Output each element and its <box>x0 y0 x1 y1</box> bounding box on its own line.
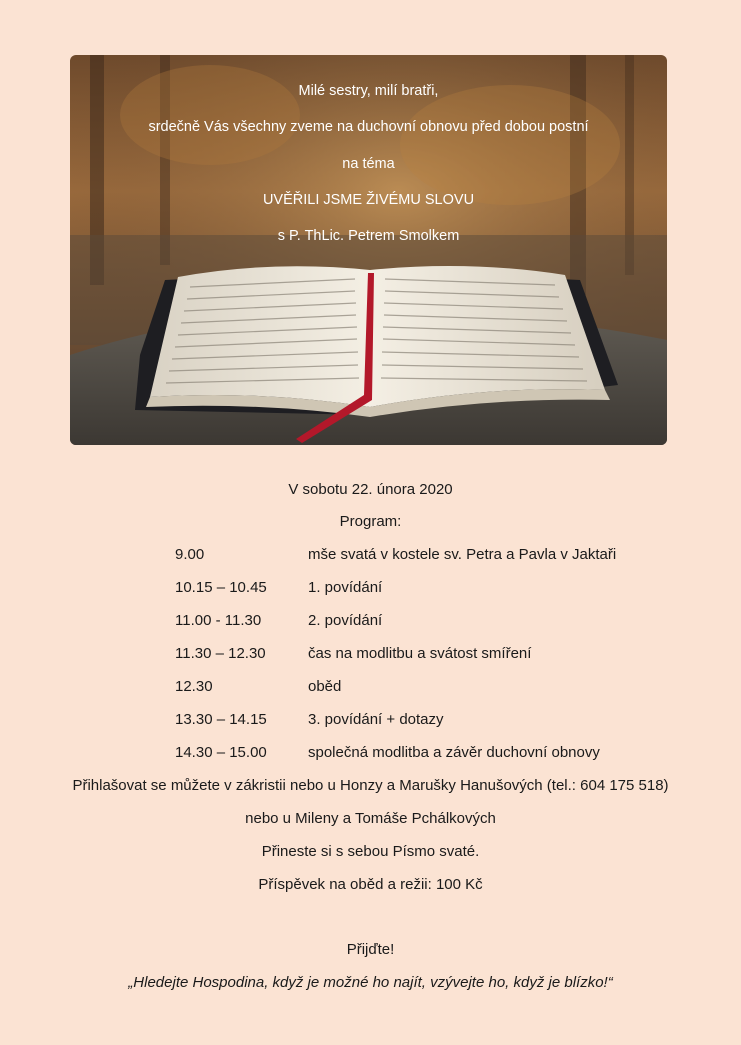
program-time: 10.15 – 10.45 <box>175 579 267 596</box>
program-time: 13.30 – 14.15 <box>175 711 267 728</box>
bring-note: Přineste si s sebou Písmo svaté. <box>261 843 480 860</box>
bible-photo <box>70 55 667 445</box>
program-time: 11.00 - 11.30 <box>175 612 262 629</box>
program-desc: čas na modlitbu a svátost smíření <box>308 645 532 662</box>
registration-info-2: nebo u Mileny a Tomáše Pchálkových <box>245 810 496 827</box>
bible-quote: „Hledejte Hospodina, když je možné ho najít, vzývejte ho, když je blízko!“ <box>128 974 613 991</box>
invitation: srdečně Vás všechny zveme na duchovní obnovu před dobou postní <box>148 119 589 135</box>
program-desc: 1. povídání <box>308 579 383 596</box>
program-desc: mše svatá v kostele sv. Petra a Pavla v Jaktaři <box>308 546 617 563</box>
program-time: 12.30 <box>175 678 213 695</box>
program-heading: Program: <box>339 513 402 530</box>
hero-image <box>70 55 667 445</box>
program-desc: oběd <box>308 678 342 695</box>
program-time: 14.30 – 15.00 <box>175 744 267 761</box>
speaker: s P. ThLic. Petrem Smolkem <box>277 228 460 244</box>
program-time: 11.30 – 12.30 <box>175 645 266 662</box>
come-note: Přijďte! <box>346 941 395 958</box>
registration-info: Přihlašovat se můžete v zákristii nebo u Honzy a Marušky Hanušových (tel.: 604 175 518) <box>72 777 669 794</box>
topic-title: UVĚŘILI JSME ŽIVÉMU SLOVU <box>262 192 475 208</box>
greeting: Milé sestry, milí bratři, <box>298 83 439 99</box>
program-desc: 3. povídání + dotazy <box>308 711 444 728</box>
program-time: 9.00 <box>175 546 205 563</box>
program-desc: společná modlitba a závěr duchovní obnovy <box>308 744 600 761</box>
program-desc: 2. povídání <box>308 612 383 629</box>
fee-note: Příspěvek na oběd a režii: 100 Kč <box>258 876 483 893</box>
event-date: V sobotu 22. února 2020 <box>288 481 453 498</box>
topic-intro: na téma <box>342 156 395 172</box>
